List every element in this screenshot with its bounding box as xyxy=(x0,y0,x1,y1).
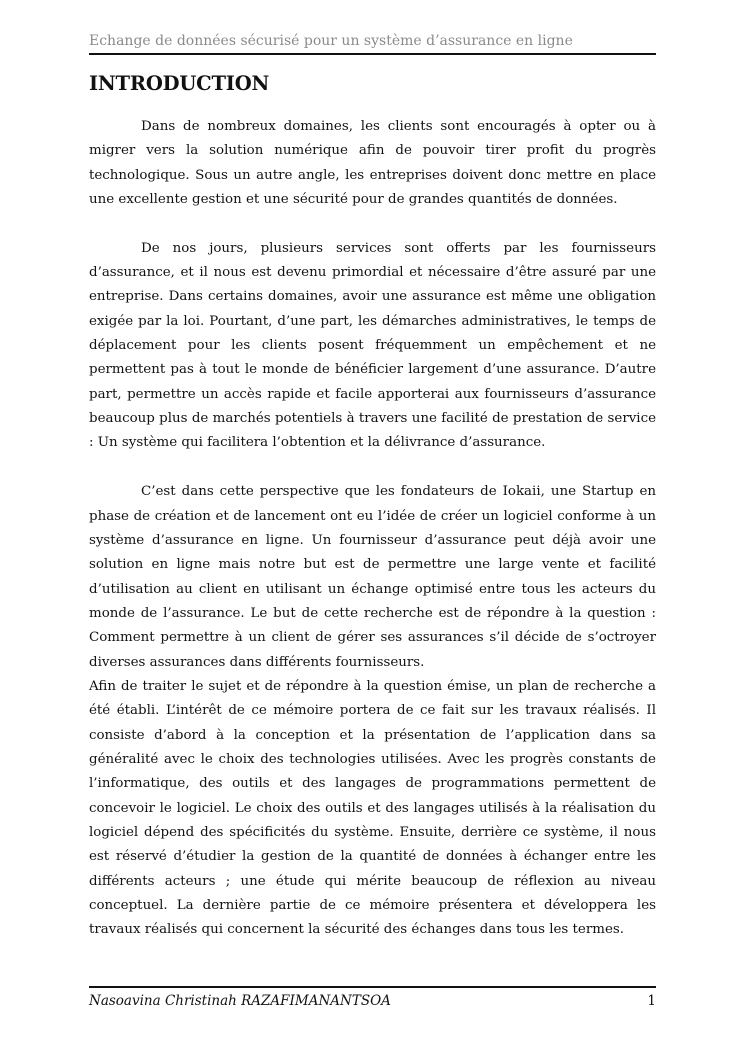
paragraph: De nos jours, plusieurs services sont offerts par les fournisseurs d’assurance, et il nous est devenu primordial et nécessaire d’être assuré par une entreprise. Dans certains domaines, avoir une assurance est même une obligation exigée par la loi. Pourtant, d’une part, les démarches administratives, le temps de déplacement pour les clients posent fréquemment un empêchement et ne permettent pas à tout le monde de bénéficier largement d’une assurance. D’autre part, permettre un accès rapide et facile apporterai aux fournisseurs d’assurance beaucoup plus de marchés potentiels à travers une facilité de prestation de service : Un système qui facilitera l’obtention et la délivrance d’assurance. xyxy=(89,240,656,451)
footer-author: Nasoavina Christinah RAZAFIMANANTSOA xyxy=(89,993,391,1009)
paragraph: C’est dans cette perspective que les fondateurs de Iokaii, une Startup en phase de création et de lancement ont eu l’idée de créer un logiciel conforme à un système d’assurance en ligne. Un fournisseur d’assurance peut déjà avoir une solution en ligne mais notre but est de permettre une large vente et facilité d’utilisation au client en utilisant un échange optimisé entre tous les acteurs du monde de l’assurance. Le but de cette recherche est de répondre à la question : Comment permettre à un client de gérer ses assurances s’il décide de s’octroyer diverses assurances dans différents fournisseurs. xyxy=(89,484,656,670)
running-title: Echange de données sécurisé pour un système d’assurance en ligne xyxy=(89,33,573,49)
paragraph: Afin de traiter le sujet et de répondre à la question émise, un plan de recherche a été établi. L’intérêt de ce mémoire portera de ce fait sur les travaux réalisés. Il consiste d’abord à la conception et la présentation de l’application dans sa généralité avec le choix des technologies utilisées. Avec les progrès constants de l’informatique, des outils et des langages de programmations permettent de concevoir le logiciel. Le choix des outils et des langages utilisés à la réalisation du logiciel dépend des spécificités du système. Ensuite, derrière ce système, il nous est réservé d’étudier la gestion de la quantité de données à échanger entre les différents acteurs ; une étude qui mérite beaucoup de réflexion au niveau conceptuel. La dernière partie de ce mémoire présentera et développera les travaux réalisés qui concernent la sécurité des échanges dans tous les termes. xyxy=(89,678,656,938)
page-header xyxy=(89,32,656,55)
paragraph: Dans de nombreux domaines, les clients sont encouragés à opter ou à migrer vers la solution numérique afin de pouvoir tirer profit du progrès technologique. Sous un autre angle, les entreprises doivent donc mettre en place une excellente gestion et une sécurité pour de grandes quantités de données. xyxy=(89,119,656,208)
section-heading: INTRODUCTION xyxy=(89,72,270,95)
body-text xyxy=(89,115,656,943)
page-number: 1 xyxy=(647,993,656,1009)
footer-rule xyxy=(89,986,656,988)
